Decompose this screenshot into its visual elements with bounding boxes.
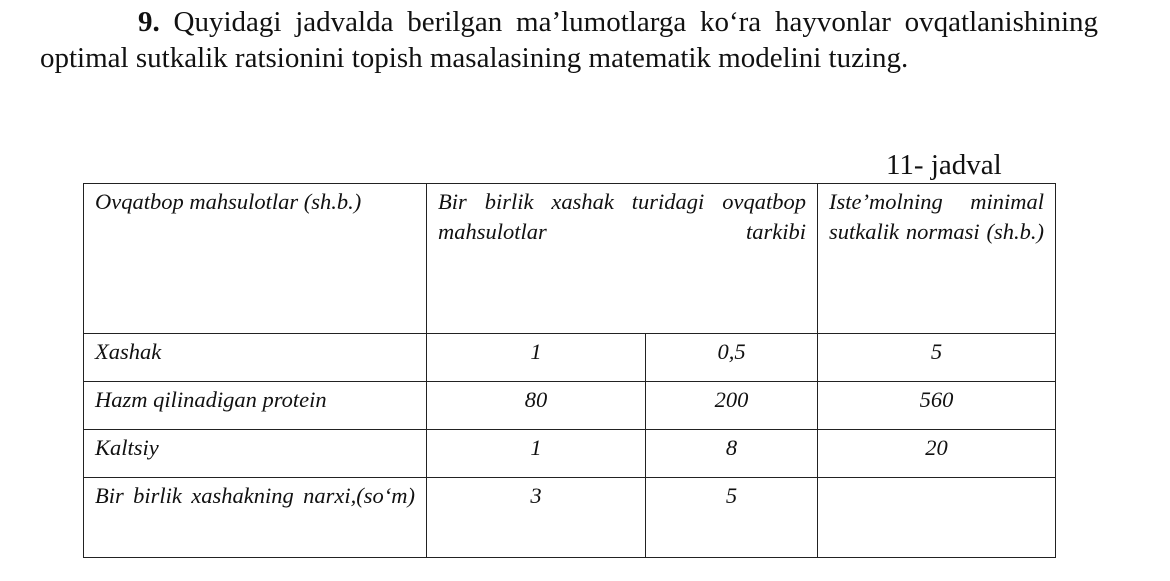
problem-text: Quyidagi jadvalda berilgan ma’lumotlarga ko‘ra hayvonlar ovqatlanishining optimal sutkalik ratsionini topish masalasining matematik modelini tuzing. bbox=[40, 6, 1098, 74]
diet-table bbox=[83, 183, 1056, 558]
header-norm-label: Iste’molning minimal sutkalik normasi (sh.b.) bbox=[829, 189, 1044, 244]
value: 5 bbox=[725, 483, 738, 508]
value: 0,5 bbox=[717, 339, 746, 364]
value-cell bbox=[427, 334, 646, 382]
value: 200 bbox=[714, 387, 749, 412]
row-label: Hazm qilinadigan protein bbox=[95, 387, 327, 412]
row-label-cell bbox=[84, 430, 427, 478]
value: 1 bbox=[530, 435, 542, 460]
row-label: Xashak bbox=[95, 339, 162, 364]
norm-value: 20 bbox=[925, 435, 948, 460]
value-cell bbox=[427, 478, 646, 558]
header-products-label: Ovqatbop mahsulotlar (sh.b.) bbox=[95, 189, 362, 214]
header-composition bbox=[427, 184, 818, 334]
value: 80 bbox=[524, 387, 548, 412]
problem-statement bbox=[40, 4, 1098, 76]
table-row bbox=[84, 430, 1056, 478]
table-header-row bbox=[84, 184, 1056, 334]
problem-number: 9. bbox=[138, 6, 160, 38]
value-cell bbox=[646, 382, 818, 430]
row-label-cell bbox=[84, 334, 427, 382]
value-cell bbox=[646, 478, 818, 558]
table-row bbox=[84, 478, 1056, 558]
value-cell bbox=[427, 430, 646, 478]
value-cell bbox=[427, 382, 646, 430]
header-products bbox=[84, 184, 427, 334]
norm-cell bbox=[818, 382, 1056, 430]
value: 8 bbox=[725, 435, 738, 460]
row-label-cell bbox=[84, 382, 427, 430]
norm-cell bbox=[818, 334, 1056, 382]
row-label-cell bbox=[84, 478, 427, 558]
value: 3 bbox=[530, 483, 542, 508]
norm-cell bbox=[818, 478, 1056, 558]
table-row bbox=[84, 382, 1056, 430]
table-row bbox=[84, 334, 1056, 382]
norm-cell bbox=[818, 430, 1056, 478]
header-composition-label: Bir birlik xashak turidagi ovqatbop mahsulotlar tarkibi bbox=[438, 189, 806, 244]
row-label: Kaltsiy bbox=[95, 435, 159, 460]
row-label: Bir birlik xashakning narxi,(so‘m) bbox=[95, 483, 415, 508]
norm-value: 560 bbox=[919, 387, 954, 412]
norm-value bbox=[818, 478, 1055, 481]
value-cell bbox=[646, 430, 818, 478]
table-caption: 11- jadval bbox=[886, 149, 1002, 181]
norm-value: 5 bbox=[930, 339, 943, 364]
value: 1 bbox=[530, 339, 542, 364]
value-cell bbox=[646, 334, 818, 382]
header-norm bbox=[818, 184, 1056, 334]
